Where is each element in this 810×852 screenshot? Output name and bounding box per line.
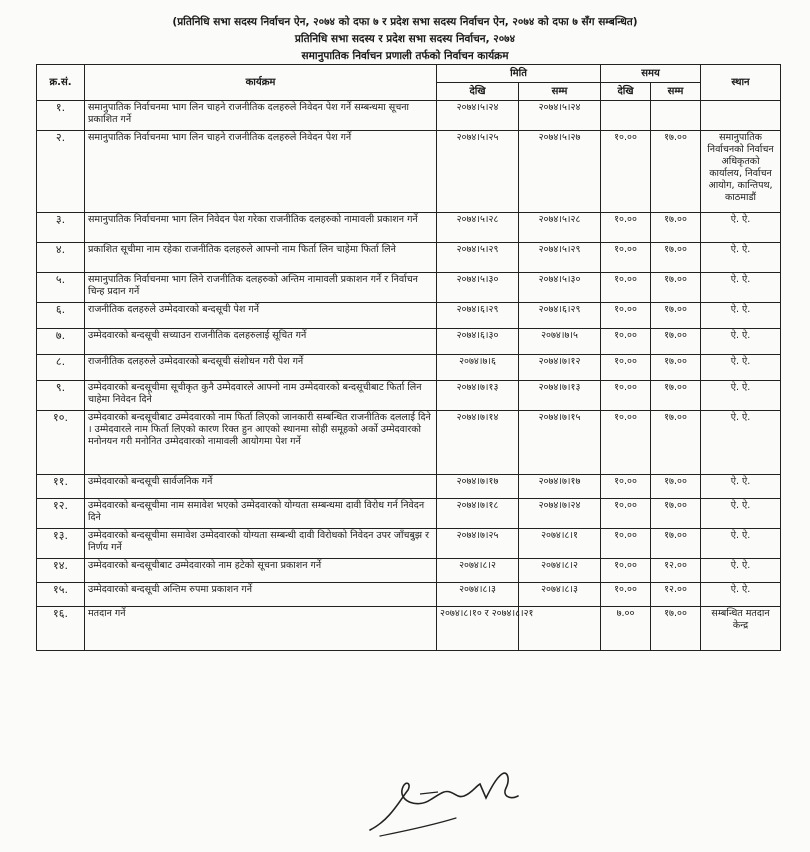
table-row — [37, 583, 781, 607]
row-time-from: १०.०० — [601, 355, 651, 381]
table-row — [37, 529, 781, 559]
row-date-to: २०७४।८।३ — [519, 583, 601, 607]
row-sn: २. — [37, 131, 85, 213]
row-time-from — [601, 101, 651, 131]
table-row — [37, 101, 781, 131]
header-line-3: समानुपातिक निर्वाचन प्रणाली तर्फको निर्वाचन कार्यक्रम — [301, 50, 509, 62]
header-date-from: देखि — [437, 83, 519, 101]
row-program: उम्मेदवारको बन्दसूचीमा समावेश उम्मेदवारको योग्यता सम्बन्धी दावी विरोधको निवेदन उपर जाँचबुझ र निर्णय गर्ने — [85, 529, 437, 559]
row-date-to: २०७४।५।२४ — [519, 101, 601, 131]
row-place: ऐ. ऐ. — [701, 559, 781, 583]
row-place: ऐ. ऐ. — [701, 411, 781, 475]
row-time-to: १७.०० — [651, 303, 701, 329]
row-time-from: १०.०० — [601, 329, 651, 355]
row-place: सम्बन्धित मतदान केन्द्र — [701, 607, 781, 651]
row-time-from: १०.०० — [601, 583, 651, 607]
row-date-to: २०७४।८।२ — [519, 559, 601, 583]
row-date-to: २०७४।७।१३ — [519, 381, 601, 411]
row-sn: ७. — [37, 329, 85, 355]
row-sn: १६. — [37, 607, 85, 651]
row-program: उम्मेदवारको बन्दसूचीमा नाम समावेश भएको उम्मेदवारको योग्यता सम्बन्धमा दावी विरोध गर्न निवेदन दिने — [85, 499, 437, 529]
row-place: ऐ. ऐ. — [701, 529, 781, 559]
header-date-to: सम्म — [519, 83, 601, 101]
row-time-to: १७.०० — [651, 499, 701, 529]
election-schedule-table — [36, 64, 781, 651]
row-time-from: १०.०० — [601, 213, 651, 243]
row-time-from: १०.०० — [601, 411, 651, 475]
row-time-to: १७.०० — [651, 131, 701, 213]
row-date-to: २०७४।५।२७ — [519, 131, 601, 213]
row-date-from: २०७४।७।१७ — [437, 475, 519, 499]
row-program: राजनीतिक दलहरुले उम्मेदवारको बन्दसूची पेश गर्ने — [85, 303, 437, 329]
row-time-from: १०.०० — [601, 273, 651, 303]
header-line-1: (प्रतिनिधि सभा सदस्य निर्वाचन ऐन, २०७४ को दफा ७ र प्रदेश सभा सदस्य निर्वाचन ऐन, २०७४ को दफा ७ सँग सम्बन्धित) — [172, 16, 638, 28]
row-date-from: २०७४।८।१० र २०७४।८।२१ — [437, 607, 519, 651]
row-time-to: १७.०० — [651, 213, 701, 243]
row-program: उम्मेदवारको बन्दसूची अन्तिम रुपमा प्रकाशन गर्ने — [85, 583, 437, 607]
row-program: मतदान गर्ने — [85, 607, 437, 651]
row-program: समानुपातिक निर्वाचनमा भाग लिन चाहने राजनीतिक दलहरुले निवेदन पेश गर्ने — [85, 131, 437, 213]
row-time-to: १७.०० — [651, 411, 701, 475]
table-row — [37, 329, 781, 355]
row-date-from: २०७४।७।२५ — [437, 529, 519, 559]
header-time-to: सम्म — [651, 83, 701, 101]
row-time-to: १७.०० — [651, 529, 701, 559]
row-date-from: २०७४।५।३० — [437, 273, 519, 303]
row-time-from: ७.०० — [601, 607, 651, 651]
row-date-to: २०७४।७।१५ — [519, 411, 601, 475]
table-row — [37, 381, 781, 411]
header-line-2: प्रतिनिधि सभा सदस्य र प्रदेश सभा सदस्य निर्वाचन, २०७४ — [294, 33, 516, 45]
header-time-from: देखि — [601, 83, 651, 101]
row-time-to: १७.०० — [651, 607, 701, 651]
row-place: ऐ. ऐ. — [701, 355, 781, 381]
row-time-to: १७.०० — [651, 329, 701, 355]
row-sn: ८. — [37, 355, 85, 381]
row-time-to: १२.०० — [651, 559, 701, 583]
header-time: समय — [601, 65, 701, 83]
row-place: समानुपातिक निर्वाचनको निर्वाचन अधिकृतको कार्यालय, निर्वाचन आयोग, कान्तिपथ, काठमाडौं — [701, 131, 781, 213]
row-date-to: २०७४।७।५ — [519, 329, 601, 355]
header-sn: क्र.सं. — [37, 65, 85, 101]
row-date-from: २०७४।६।२९ — [437, 303, 519, 329]
row-time-from: १०.०० — [601, 499, 651, 529]
table-row — [37, 607, 781, 651]
table-row — [37, 273, 781, 303]
row-sn: १०. — [37, 411, 85, 475]
row-date-from: २०७४।७।१३ — [437, 381, 519, 411]
row-sn: १३. — [37, 529, 85, 559]
row-time-from: १०.०० — [601, 131, 651, 213]
row-place: ऐ. ऐ. — [701, 583, 781, 607]
row-sn: १४. — [37, 559, 85, 583]
table-row — [37, 243, 781, 273]
row-place: ऐ. ऐ. — [701, 329, 781, 355]
row-place: ऐ. ऐ. — [701, 499, 781, 529]
row-place: ऐ. ऐ. — [701, 213, 781, 243]
table-row — [37, 131, 781, 213]
row-sn: ६. — [37, 303, 85, 329]
row-date-from: २०७४।५।२९ — [437, 243, 519, 273]
row-time-to: १२.०० — [651, 583, 701, 607]
row-time-from: १०.०० — [601, 475, 651, 499]
row-place: ऐ. ऐ. — [701, 381, 781, 411]
row-sn: १. — [37, 101, 85, 131]
table-row — [37, 355, 781, 381]
row-time-from: १०.०० — [601, 381, 651, 411]
row-sn: १५. — [37, 583, 85, 607]
row-place — [701, 101, 781, 131]
row-sn: ५. — [37, 273, 85, 303]
row-time-to — [651, 101, 701, 131]
row-time-to: १७.०० — [651, 355, 701, 381]
row-time-from: १०.०० — [601, 529, 651, 559]
row-date-to: २०७४।७।१२ — [519, 355, 601, 381]
row-program: समानुपातिक निर्वाचनमा भाग लिन निवेदन पेश गरेका राजनीतिक दलहरुको नामावली प्रकाशन गर्ने — [85, 213, 437, 243]
row-sn: ४. — [37, 243, 85, 273]
table-row — [37, 411, 781, 475]
row-program: प्रकाशित सूचीमा नाम रहेका राजनीतिक दलहरुले आफ्नो नाम फिर्ता लिन चाहेमा फिर्ता लिने — [85, 243, 437, 273]
row-program: उम्मेदवारको बन्दसूचीबाट उम्मेदवारको नाम हटेको सूचना प्रकाशन गर्ने — [85, 559, 437, 583]
row-date-from: २०७४।५।२४ — [437, 101, 519, 131]
table-row — [37, 559, 781, 583]
row-time-from: १०.०० — [601, 303, 651, 329]
row-sn: ११. — [37, 475, 85, 499]
row-date-from: २०७४।८।२ — [437, 559, 519, 583]
row-date-from: २०७४।७।६ — [437, 355, 519, 381]
header-program: कार्यक्रम — [85, 65, 437, 101]
row-program: राजनीतिक दलहरुले उम्मेदवारको बन्दसूची संशोधन गरी पेश गर्ने — [85, 355, 437, 381]
row-time-to: १७.०० — [651, 475, 701, 499]
row-sn: १२. — [37, 499, 85, 529]
row-place: ऐ. ऐ. — [701, 243, 781, 273]
row-date-from: २०७४।८।३ — [437, 583, 519, 607]
handwritten-signature — [360, 760, 530, 840]
header-place: स्थान — [701, 65, 781, 101]
row-sn: ३. — [37, 213, 85, 243]
row-date-from: २०७४।७।१८ — [437, 499, 519, 529]
row-time-from: १०.०० — [601, 243, 651, 273]
row-program: उम्मेदवारको बन्दसूची सच्याउन राजनीतिक दलहरुलाई सूचित गर्ने — [85, 329, 437, 355]
row-time-to: १७.०० — [651, 243, 701, 273]
row-date-to: २०७४।७।१७ — [519, 475, 601, 499]
row-date-from: २०७४।६।३० — [437, 329, 519, 355]
row-date-to: २०७४।५।२९ — [519, 243, 601, 273]
row-date-to: २०७४।६।२९ — [519, 303, 601, 329]
row-program: समानुपातिक निर्वाचनमा भाग लिने राजनीतिक दलहरुको अन्तिम नामावली प्रकाशन गर्ने र निर्वाचन चिन्ह प्रदान गर्ने — [85, 273, 437, 303]
row-time-from: १०.०० — [601, 559, 651, 583]
row-sn: ९. — [37, 381, 85, 411]
row-program: उम्मेदवारको बन्दसूचीमा सूचीकृत कुनै उम्मेदवारले आफ्नो नाम उम्मेदवारको बन्दसूचीबाट फिर्ता लिन चाहेमा निवेदन दिने — [85, 381, 437, 411]
row-place: ऐ. ऐ. — [701, 273, 781, 303]
table-row — [37, 499, 781, 529]
row-program: समानुपातिक निर्वाचनमा भाग लिन चाहने राजनीतिक दलहरुले निवेदन पेश गर्ने सम्बन्धमा सूचना प्रकाशित गर्ने — [85, 101, 437, 131]
row-date-from: २०७४।५।२८ — [437, 213, 519, 243]
row-date-to: २०७४।८।१ — [519, 529, 601, 559]
row-program: उम्मेदवारको बन्दसूचीबाट उम्मेदवारको नाम फिर्ता लिएको जानकारी सम्बन्धित राजनीतिक दललाई दिने । उम्मेदवारले नाम फिर्ता लिएको कारण रिक्त हुन आएको स्थानमा सोही समूहको अर्को उम्मेदवारको मनोनयन गरी मनोनित उम्मेदवारको नामावली आयोगमा पेश गर्ने — [85, 411, 437, 475]
table-row — [37, 213, 781, 243]
row-date-from: २०७४।५।२५ — [437, 131, 519, 213]
row-date-to: २०७४।५।३० — [519, 273, 601, 303]
header-date: मिति — [437, 65, 601, 83]
row-time-to: १७.०० — [651, 381, 701, 411]
row-program: उम्मेदवारको बन्दसूची सार्वजनिक गर्ने — [85, 475, 437, 499]
document-header — [0, 14, 810, 65]
row-time-to: १७.०० — [651, 273, 701, 303]
row-date-to: २०७४।७।२४ — [519, 499, 601, 529]
row-date-to: २०७४।५।२८ — [519, 213, 601, 243]
table-row — [37, 475, 781, 499]
table-row — [37, 303, 781, 329]
row-date-from: २०७४।७।१४ — [437, 411, 519, 475]
row-place: ऐ. ऐ. — [701, 303, 781, 329]
row-place: ऐ. ऐ. — [701, 475, 781, 499]
